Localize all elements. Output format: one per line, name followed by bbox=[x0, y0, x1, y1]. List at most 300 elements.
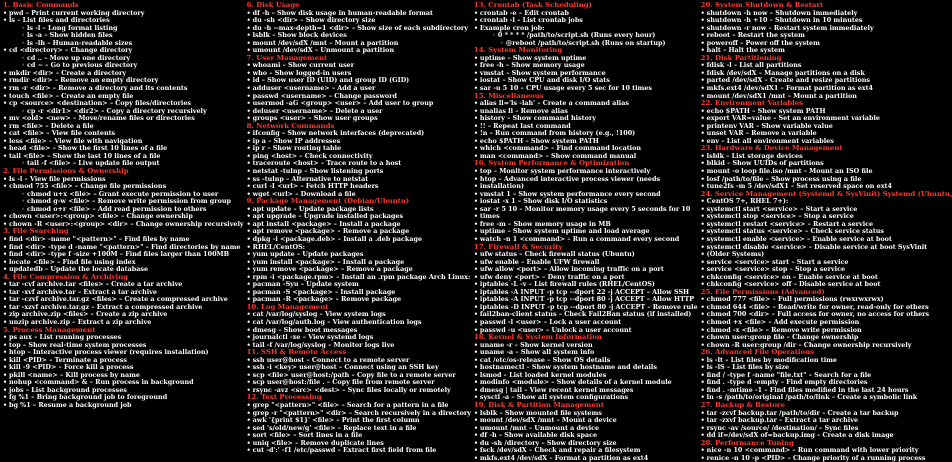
command-text: echo $PATH – Show system PATH bbox=[706, 106, 826, 115]
bullet-icon: • bbox=[700, 378, 705, 387]
bullet-icon: • bbox=[246, 325, 251, 334]
command-text: ◦ chmod u+x <file> – Grant execute permission to user bbox=[21, 189, 219, 198]
bullet-icon: • bbox=[700, 227, 705, 236]
command-text: uptime – Show system uptime and load average bbox=[479, 227, 650, 236]
command-text: installation) bbox=[479, 182, 524, 191]
command-text: awk '{print $1}' <file> – Print the first column bbox=[252, 416, 420, 425]
command-text: du -h --max-depth=1 <dir> – Show size of each subdirectory bbox=[252, 23, 468, 32]
bullet-icon: • bbox=[700, 272, 705, 281]
bullet-icon: • bbox=[246, 151, 251, 160]
command-text: iptables -L -v – List firewall rules (RHEL/CentOS) bbox=[479, 280, 655, 289]
bullet-icon: • bbox=[473, 363, 479, 372]
command-text: chown -R <user>:<group> <dir> – Change ownership recursively bbox=[9, 219, 244, 228]
section-title: 24. Service Management (Systemd & SysVinit) Systemd (Ubuntu, bbox=[700, 189, 952, 198]
bullet-icon: • bbox=[473, 310, 479, 319]
command-text: apt update – Update package lists bbox=[252, 204, 374, 213]
command-text: ls -l – View file permissions bbox=[9, 174, 106, 183]
bullet-icon: • bbox=[473, 76, 479, 85]
command-text: dd if=/dev/sdX of=backup.img – Create a disk image bbox=[706, 431, 894, 440]
command-text: ls – List files and directories bbox=[9, 16, 110, 25]
bullet-icon: • bbox=[473, 23, 479, 32]
command-text: mount /dev/sdX1 /mnt – Mount a partition bbox=[706, 91, 857, 100]
section-title: 10. Log Management bbox=[246, 302, 329, 311]
command-text: env – List all environment variables bbox=[706, 136, 834, 145]
section bbox=[247, 2, 471, 55]
command-text: netstat -tulnp – Show listening ports bbox=[252, 167, 384, 176]
command-text: ufw allow <port> – Allow incoming traffic on a port bbox=[479, 265, 664, 274]
bullet-icon: • bbox=[473, 280, 479, 289]
bullet-icon: • bbox=[473, 106, 479, 115]
bullet-icon: • bbox=[700, 46, 705, 55]
section-title: 15. Miscellaneous bbox=[473, 91, 544, 100]
column-3 bbox=[471, 0, 698, 462]
bullet-icon: • bbox=[473, 8, 479, 17]
command-text: free -h – Show memory usage bbox=[479, 61, 585, 70]
command-text: cat /etc/os-release – Show OS details bbox=[479, 355, 611, 364]
bullet-icon: • bbox=[3, 348, 8, 357]
section bbox=[247, 123, 471, 198]
command-text: pkill <name> – Kill process by name bbox=[9, 370, 140, 379]
command-text: ◦ tail -f <file> – Live update file output bbox=[21, 159, 160, 168]
command-text: find <dir> -type f -size +100M – Find files larger than 100MB bbox=[9, 250, 229, 259]
bullet-icon: • bbox=[246, 355, 251, 364]
command-text: iostat – Show CPU and disk I/O stats bbox=[479, 76, 610, 85]
command-text: echo $PATH – Show system PATH bbox=[479, 136, 599, 145]
command-line bbox=[474, 455, 698, 462]
bullet-icon: • bbox=[246, 182, 251, 191]
command-text: fsck /dev/sdX – Check and repair a filesystem bbox=[479, 446, 641, 455]
bullet-icon: • bbox=[700, 431, 705, 440]
command-text: chmod 644 <file> – Read/write for owner, read-only for others bbox=[706, 302, 929, 311]
command-text: umount /mnt – Unmount a device bbox=[479, 423, 600, 432]
bullet-icon: • bbox=[700, 136, 705, 145]
command-text: chown -R user:group /dir – Change ownership recursively bbox=[706, 340, 912, 349]
bullet-icon: • bbox=[473, 408, 479, 417]
bullet-icon: • bbox=[473, 355, 479, 364]
bullet-icon: • bbox=[3, 295, 8, 304]
bullet-icon: • bbox=[246, 106, 251, 115]
bullet-icon: • bbox=[3, 99, 8, 108]
section-title: 4. File Compression & Archiving bbox=[3, 272, 128, 281]
command-line bbox=[474, 206, 698, 214]
bullet-icon: • bbox=[700, 159, 705, 168]
command-text: history – Show command history bbox=[479, 114, 596, 123]
command-text: rsync -av /source/ /destination/ – Sync files bbox=[706, 423, 859, 432]
command-text: adduser <username> – Add a user bbox=[252, 84, 376, 93]
section bbox=[701, 55, 952, 100]
command-text: times bbox=[479, 212, 500, 221]
command-text: service <service> start – Start a service bbox=[706, 257, 849, 266]
bullet-icon: • bbox=[246, 76, 251, 85]
command-line bbox=[247, 447, 471, 455]
command-text: pwd – Print current working directory bbox=[9, 8, 145, 17]
command-text: ifconfig – Show network interfaces (deprecated) bbox=[252, 129, 425, 138]
command-text: poweroff – Power off the system bbox=[706, 38, 820, 47]
bullet-icon: • bbox=[246, 438, 251, 447]
bullet-icon: • bbox=[473, 212, 479, 221]
bullet-icon: • bbox=[3, 385, 8, 394]
command-text: losf /path/to/file – Show process using a file bbox=[706, 174, 862, 183]
bullet-icon: • bbox=[473, 340, 479, 349]
command-text: systemctl restart <service> – Restart a service bbox=[706, 219, 874, 228]
bullet-icon: • bbox=[473, 416, 479, 425]
section bbox=[3, 327, 244, 410]
command-text: tar -zxvf backup.tar – Extract a tar archive bbox=[706, 416, 859, 425]
bullet-icon: • bbox=[3, 333, 8, 342]
command-text: rm <file> – Delete a file bbox=[9, 121, 94, 130]
section-title: 18. Kernel & System Information bbox=[473, 333, 602, 342]
section-title: 22. Environment Variables bbox=[700, 99, 804, 108]
command-text: man <command> – Show command manual bbox=[479, 151, 637, 160]
bullet-icon: • bbox=[700, 212, 705, 221]
command-text: vmstat – Show system performance bbox=[479, 68, 606, 77]
command-text: rsync -avz <src> <dest> – Sync files locally or remotely bbox=[252, 385, 451, 394]
command-text: iptables -A INPUT -p tcp --dport 80 -j ACCEPT – Allow HTTP bbox=[479, 295, 695, 304]
bullet-icon: • bbox=[246, 16, 251, 25]
command-text: tar -xzvf archive.tar.gz – Extract a compressed archive bbox=[9, 302, 203, 311]
bullet-icon: • bbox=[3, 84, 8, 93]
command-text: unalias ll – Remove alias bbox=[479, 106, 568, 115]
bullet-icon: • bbox=[246, 431, 251, 440]
command-text: systemctl start <service> – Start a service bbox=[706, 204, 858, 213]
bullet-icon: • bbox=[473, 370, 479, 379]
section bbox=[247, 349, 471, 394]
command-text: fdisk -l – List all partitions bbox=[706, 61, 802, 70]
bullet-icon: • bbox=[246, 446, 251, 455]
command-text: ◦ chmod o+r <file> – Add read permission to others bbox=[21, 204, 207, 213]
command-text: wget <url> – Download a file bbox=[252, 189, 356, 198]
bullet-icon: • bbox=[3, 136, 8, 145]
bullet-icon: • bbox=[700, 23, 705, 32]
command-text: find <dir> -name "<pattern>" – Find files by name bbox=[9, 234, 190, 243]
command-text: scp <file> user@host:/path – Copy file to a remote server bbox=[252, 370, 456, 379]
section bbox=[474, 402, 698, 462]
command-text: systemctl disable <service> – Disable service at boot SysVinit bbox=[706, 242, 928, 251]
bullet-icon: • bbox=[700, 363, 705, 372]
command-text: rpm -i <package.rpm> – Install an .rpm package Arch Linux: bbox=[252, 272, 471, 281]
command-text: ◦ cd ~ – Go to previous directory bbox=[21, 61, 138, 70]
command-text: ip a – Show IP addresses bbox=[252, 136, 341, 145]
bullet-icon: • bbox=[700, 242, 705, 251]
bullet-icon: • bbox=[246, 8, 251, 17]
command-text: chmod 755 <file> – Change file permissions bbox=[9, 182, 167, 191]
bullet-icon: • bbox=[246, 242, 251, 251]
command-text: systemctl status <service> – Check service status bbox=[706, 227, 885, 236]
bullet-icon: • bbox=[3, 68, 8, 77]
bullet-icon: • bbox=[473, 393, 479, 402]
section bbox=[474, 160, 698, 243]
command-text: usermod -aG <group> <user> – Add user to group bbox=[252, 99, 434, 108]
command-text: ◦ cp -r <dir1> <dir2> – Copy a directory recursively bbox=[21, 106, 207, 115]
command-text: systemctl stop <service> – Stop a service bbox=[706, 212, 854, 221]
bullet-icon: • bbox=[700, 416, 705, 425]
bullet-icon: • bbox=[700, 310, 705, 319]
command-text: ln -s /path/to/original /path/to/link – Create a symbolic link bbox=[706, 393, 918, 402]
bullet-icon: • bbox=[700, 265, 705, 274]
bullet-icon: • bbox=[3, 287, 8, 296]
bullet-icon: • bbox=[700, 257, 705, 266]
command-text: pacman -S <package> – Install package bbox=[252, 287, 396, 296]
section bbox=[701, 145, 952, 190]
bullet-icon: • bbox=[473, 68, 479, 77]
section-title: 14. System Monitoring bbox=[473, 46, 563, 55]
bullet-icon: • bbox=[3, 151, 8, 160]
bullet-icon: • bbox=[246, 189, 251, 198]
command-text: (Older Systems) bbox=[706, 250, 765, 259]
bullet-icon: • bbox=[473, 129, 479, 138]
bullet-icon: • bbox=[473, 265, 479, 274]
bullet-icon: • bbox=[246, 385, 251, 394]
command-text: cat <file> – View file contents bbox=[9, 129, 116, 138]
command-text: chkconfig <service> off – Disable service at boot bbox=[706, 280, 881, 289]
column-4 bbox=[698, 0, 952, 462]
bullet-icon: • bbox=[700, 280, 705, 289]
bullet-icon: • bbox=[246, 287, 251, 296]
command-text: parted /dev/sdX – Create and resize partitions bbox=[706, 76, 870, 85]
section-title: 20. System Shutdown & Restart bbox=[700, 1, 824, 9]
bullet-icon: • bbox=[700, 219, 705, 228]
command-text: chmod +x <file> – Add execute permission bbox=[706, 317, 860, 326]
bullet-icon: • bbox=[700, 302, 705, 311]
command-text: unzip archive.zip – Extract a zip archive bbox=[9, 317, 152, 326]
bullet-icon: • bbox=[700, 182, 705, 191]
command-text: ufw status – Check firewall status (Ubuntu) bbox=[479, 250, 635, 259]
section-title: 27. Backup & Restore bbox=[700, 400, 785, 409]
command-text: ◦ chmod g-w <file> – Remove write permission from group bbox=[21, 197, 231, 206]
command-text: head <file> – Show the first 10 lines of a file bbox=[9, 144, 168, 153]
section-title: 6. Disk Usage bbox=[246, 1, 300, 9]
command-text: kill <PID> – Terminate a process bbox=[9, 355, 127, 364]
command-text: passwd <username> – Change password bbox=[252, 91, 397, 100]
bullet-icon: • bbox=[3, 76, 8, 85]
command-text: tail -f /var/log/syslog – Monitor logs live bbox=[252, 340, 395, 349]
command-text: mkfs.ext4 /dev/sdX – Format a partition as ext4 bbox=[479, 453, 649, 462]
section-title: 7. User Management bbox=[246, 53, 328, 62]
command-text: chown user:group file – Change ownership bbox=[706, 333, 859, 342]
command-text: yum install <package> – Install a package bbox=[252, 257, 405, 266]
bullet-icon: • bbox=[473, 182, 479, 191]
command-text: dpkg -i <package.deb> – Install a .deb package bbox=[252, 234, 423, 243]
command-text: Example cron job: bbox=[479, 23, 545, 32]
section bbox=[247, 304, 471, 349]
bullet-icon: • bbox=[246, 317, 251, 326]
bullet-icon: • bbox=[246, 408, 251, 417]
bullet-icon: • bbox=[246, 340, 251, 349]
section-title: 28. Performance Tuning bbox=[700, 438, 794, 447]
command-text: CentOS 7+, RHEL 7+): bbox=[706, 197, 789, 206]
command-text: df -h – Show disk usage in human-readable format bbox=[252, 8, 433, 17]
section-title: 19. Disk & Partition Management bbox=[473, 400, 604, 409]
bullet-icon: • bbox=[3, 46, 8, 55]
bullet-icon: • bbox=[700, 174, 705, 183]
command-text: fg %1 – Bring background job to foreground bbox=[9, 393, 168, 402]
command-text: lsmod – List loaded kernel modules bbox=[479, 370, 607, 379]
command-text: sar -r 5 10 – Monitor memory usage every 5 seconds for 10 bbox=[479, 204, 691, 213]
command-text: unset VAR – Remove a variable bbox=[706, 129, 817, 138]
command-text: deluser <username> – Delete a user bbox=[252, 106, 383, 115]
section-title: 17. Firewall & Security bbox=[473, 242, 563, 251]
bullet-icon: • bbox=[3, 114, 8, 123]
bullet-icon: • bbox=[3, 370, 8, 379]
section bbox=[247, 55, 471, 123]
section bbox=[474, 2, 698, 47]
command-text: ufw enable – Enable UFW firewall bbox=[479, 257, 600, 266]
bullet-icon: • bbox=[3, 302, 8, 311]
bullet-icon: • bbox=[3, 91, 8, 100]
command-text: journalctl -xe – View systemd logs bbox=[252, 333, 374, 342]
section-title: 21. Disk Partitioning bbox=[700, 53, 782, 62]
command-line bbox=[701, 455, 952, 462]
command-text: ssh user@host – Connect to a remote server bbox=[252, 355, 410, 364]
bullet-icon: • bbox=[246, 370, 251, 379]
bullet-icon: • bbox=[473, 99, 479, 108]
bullet-icon: • bbox=[3, 400, 8, 409]
bullet-icon: • bbox=[3, 174, 8, 183]
command-text: sysctl -a – Show all system configurations bbox=[479, 393, 629, 402]
command-text: renice -n 10 -p <PID> – Change priority of a running process bbox=[706, 453, 926, 462]
bullet-icon: • bbox=[473, 136, 479, 145]
command-text: zip archive.zip <files> – Create a zip archive bbox=[9, 310, 168, 319]
command-text: top – Monitor system performance interactively bbox=[479, 167, 651, 176]
section bbox=[701, 440, 952, 462]
command-text: apt install <package> – Install a package bbox=[252, 219, 401, 228]
bullet-icon: • bbox=[473, 114, 479, 123]
section-title: 9. Package Management (Debian/Ubuntu) bbox=[246, 197, 410, 206]
command-text: nohup <command> & – Run process in background bbox=[9, 378, 194, 387]
command-text: yum remove <package> – Remove a package bbox=[252, 265, 413, 274]
command-text: tar -xvf archive.tar – Extract a tar archive bbox=[9, 287, 157, 296]
command-text: apt remove <package> – Remove a package bbox=[252, 227, 410, 236]
command-text: apt upgrade – Upgrade installed packages bbox=[252, 212, 404, 221]
bullet-icon: • bbox=[3, 265, 8, 274]
command-text: groups <user> – Show user groups bbox=[252, 114, 378, 123]
bullet-icon: • bbox=[3, 310, 8, 319]
bullet-icon: • bbox=[246, 363, 251, 372]
bullet-icon: • bbox=[3, 317, 8, 326]
command-text: curl -I <url> – Fetch HTTP headers bbox=[252, 182, 379, 191]
section-title: 5. Process Management bbox=[3, 325, 96, 334]
command-text: pacman -Syu – Update system bbox=[252, 280, 359, 289]
command-text: tar -czvf archive.tar.gz <files> – Create a compressed archive bbox=[9, 295, 228, 304]
command-text: jobs – List background processes bbox=[9, 385, 127, 394]
command-line bbox=[3, 402, 244, 410]
bullet-icon: • bbox=[700, 423, 705, 432]
bullet-icon: • bbox=[246, 333, 251, 342]
section-title: 13. Crontab (Task Scheduling) bbox=[473, 1, 592, 9]
bullet-icon: • bbox=[3, 129, 8, 138]
command-text: iptables -A INPUT -p tcp --dport 22 -j ACCEPT – Allow SSH bbox=[479, 287, 690, 296]
command-text: mkfs.ext4 /dev/sdX1 – Format partition as ext4 bbox=[706, 84, 873, 93]
bullet-icon: • bbox=[473, 453, 479, 462]
bullet-icon: • bbox=[3, 16, 8, 25]
bullet-icon: • bbox=[3, 144, 8, 153]
command-text: fdisk /dev/sdX – Manage partitions on a disk bbox=[706, 68, 865, 77]
command-text: ◦ @reboot /path/to/script.sh (Runs on startup) bbox=[499, 38, 666, 47]
command-text: chown <user>:<group> <file> – Change ownership bbox=[9, 212, 193, 221]
command-text: locate <file> – Find file using index bbox=[9, 257, 136, 266]
bullet-icon: • bbox=[246, 400, 251, 409]
bullet-icon: • bbox=[700, 295, 705, 304]
command-text: passwd -l <user> – Lock a user account bbox=[479, 317, 622, 326]
bullet-icon: • bbox=[700, 121, 705, 130]
command-text: yum update – Update packages bbox=[252, 250, 364, 259]
command-text: chkconfig <service> on – Enable service at boot bbox=[706, 272, 878, 281]
section-title: 11. SSH & Remote Access bbox=[246, 348, 347, 357]
command-text: alias ll='ls -lah' – Create a command alias bbox=[479, 99, 629, 108]
command-text: free -m – Show memory usage in MB bbox=[479, 219, 611, 228]
bullet-icon: • bbox=[3, 242, 8, 251]
command-text: find . -type d -empty – Find empty directories bbox=[706, 378, 868, 387]
section-title: 23. Hardware & Device Management bbox=[700, 144, 843, 153]
command-text: printenv VAR – Show variable value bbox=[706, 121, 833, 130]
command-text: ping <host> – Check connectivity bbox=[252, 151, 373, 160]
bullet-icon: • bbox=[246, 378, 251, 387]
bullet-icon: • bbox=[700, 340, 705, 349]
bullet-icon: • bbox=[3, 363, 8, 372]
bullet-icon: • bbox=[700, 234, 705, 243]
command-text: modinfo <module> – Show details of a kernel module bbox=[479, 378, 672, 387]
bullet-icon: • bbox=[700, 385, 705, 394]
bullet-icon: • bbox=[700, 31, 705, 40]
section bbox=[247, 394, 471, 454]
command-text: ufw deny <port> – Deny traffic on a port bbox=[479, 272, 625, 281]
section-title: 12. Text Processing bbox=[246, 393, 322, 402]
command-text: bg %1 – Resume a background job bbox=[9, 400, 132, 409]
bullet-icon: • bbox=[700, 355, 705, 364]
command-text: uname -a – Show all system info bbox=[479, 348, 595, 357]
section bbox=[474, 47, 698, 92]
command-text: ls -lS – List files by size bbox=[706, 363, 790, 372]
bullet-icon: • bbox=[246, 144, 251, 153]
command-text: kill -9 <PID> – Force kill a process bbox=[9, 363, 134, 372]
bullet-icon: • bbox=[700, 106, 705, 115]
bullet-icon: • bbox=[700, 325, 705, 334]
section bbox=[3, 228, 244, 273]
command-text: chmod 700 <dir> – Full access for owner, no access for others bbox=[706, 310, 930, 319]
bullet-icon: • bbox=[700, 408, 705, 417]
bullet-icon: • bbox=[473, 287, 479, 296]
command-text: cat /var/log/syslog – View system logs bbox=[252, 310, 386, 319]
section bbox=[701, 191, 952, 289]
bullet-icon: • bbox=[246, 234, 251, 243]
command-text: iptables -D INPUT -p tcp --dport 80 -j ACCEPT – Remove rule bbox=[479, 302, 698, 311]
command-text: shutdown -h now – Shutdown immediately bbox=[706, 8, 858, 17]
command-text: sar -u 5 10 – CPU usage every 5 sec for 10 times bbox=[479, 84, 652, 93]
command-text: ss -tulnp – Alternative to netstat bbox=[252, 174, 369, 183]
bullet-icon: • bbox=[246, 68, 251, 77]
command-text: cat /var/log/auth.log – View authentication logs bbox=[252, 317, 422, 326]
bullet-icon: • bbox=[246, 257, 251, 266]
section bbox=[701, 402, 952, 440]
bullet-icon: • bbox=[473, 53, 479, 62]
section bbox=[701, 289, 952, 349]
command-text: watch -n 1 <command> – Run a command every second bbox=[479, 234, 680, 243]
bullet-icon: • bbox=[246, 310, 251, 319]
command-text: tar -cvf archive.tar <files> – Create a tar archive bbox=[9, 280, 183, 289]
command-text: passwd -u <user> – Unlock a user account bbox=[479, 325, 632, 334]
command-text: du -sh <dir> – Show directory size bbox=[252, 16, 376, 25]
bullet-icon: • bbox=[3, 182, 8, 191]
command-text: mkdir <dir> – Create a directory bbox=[9, 68, 127, 77]
command-text: cp <source> <destination> – Copy files/directories bbox=[9, 99, 192, 108]
bullet-icon: • bbox=[473, 197, 479, 206]
column-2 bbox=[244, 0, 471, 455]
command-text: grep -r "<pattern>" <dir> – Search recursively in a directory bbox=[252, 408, 471, 417]
section-title: 26. Advanced File Operations bbox=[700, 348, 814, 357]
bullet-icon: • bbox=[473, 423, 479, 432]
command-text: scp user@host:/file . – Copy file from remote server bbox=[252, 378, 435, 387]
command-text: mount -o loop file.iso /mnt – Mount an ISO file bbox=[706, 167, 873, 176]
